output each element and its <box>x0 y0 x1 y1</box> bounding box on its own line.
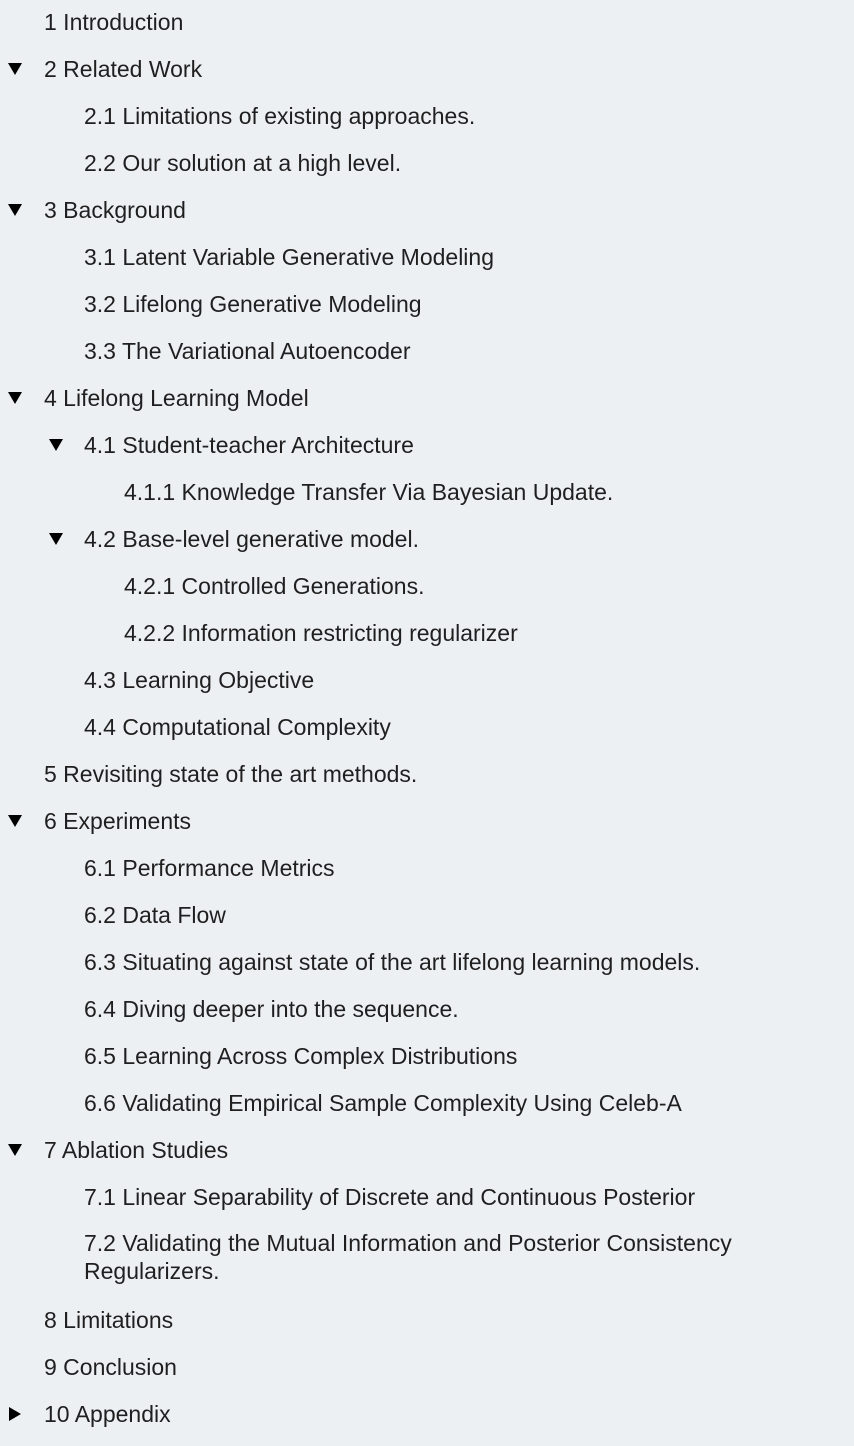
triangle-down-icon[interactable] <box>7 61 23 77</box>
triangle-down-icon[interactable] <box>7 202 23 218</box>
triangle-down-icon[interactable] <box>7 813 23 829</box>
toc-item-label[interactable]: 6.5 Learning Across Complex Distributions <box>84 1043 518 1069</box>
toc-item-label[interactable]: 6.2 Data Flow <box>84 902 226 928</box>
toc-item-label[interactable]: 4.2.1 Controlled Generations. <box>124 573 425 599</box>
toc-item-label[interactable]: 3.2 Lifelong Generative Modeling <box>84 291 422 317</box>
triangle-down-icon[interactable] <box>48 437 64 453</box>
triangle-down-icon[interactable] <box>7 390 23 406</box>
toc-item-label[interactable]: 6.6 Validating Empirical Sample Complexity Using Celeb-A <box>84 1090 682 1116</box>
toc-item-label[interactable]: 6.4 Diving deeper into the sequence. <box>84 996 459 1022</box>
toc-item-label[interactable]: 6.3 Situating against state of the art lifelong learning models. <box>84 949 701 975</box>
toc-item-label[interactable]: 9 Conclusion <box>44 1354 177 1380</box>
toc-item-label[interactable]: 7.1 Linear Separability of Discrete and Continuous Posterior <box>84 1184 696 1210</box>
toc-item-label[interactable]: 5 Revisiting state of the art methods. <box>44 761 418 787</box>
triangle-right-icon[interactable] <box>7 1406 23 1422</box>
toc-item-label[interactable]: 3.1 Latent Variable Generative Modeling <box>84 244 495 270</box>
toc-item-label[interactable]: 2.2 Our solution at a high level. <box>84 150 402 176</box>
toc-item-label[interactable]: 4.2.2 Information restricting regularizer <box>124 620 518 646</box>
toc-item-label[interactable]: 7.2 Validating the Mutual Information and Posterior Consistency Regularizers. <box>84 1230 732 1284</box>
toc-item-label[interactable]: 4.3 Learning Objective <box>84 667 315 693</box>
triangle-down-icon[interactable] <box>48 531 64 547</box>
toc-item-label[interactable]: 4 Lifelong Learning Model <box>44 385 309 411</box>
toc-item-label[interactable]: 2 Related Work <box>44 56 203 82</box>
toc-item-label[interactable]: 4.1.1 Knowledge Transfer Via Bayesian Update. <box>124 479 614 505</box>
toc-item-label[interactable]: 4.2 Base-level generative model. <box>84 526 419 552</box>
toc-item-label[interactable]: 6 Experiments <box>44 808 192 834</box>
toc-item-label[interactable]: 1 Introduction <box>44 9 184 35</box>
toc-item-label[interactable]: 7 Ablation Studies <box>44 1137 229 1163</box>
toc-item-label[interactable]: 10 Appendix <box>44 1401 171 1427</box>
toc-item-label[interactable]: 4.1 Student-teacher Architecture <box>84 432 414 458</box>
toc-item-label[interactable]: 2.1 Limitations of existing approaches. <box>84 103 476 129</box>
toc-item-label[interactable]: 4.4 Computational Complexity <box>84 714 391 740</box>
toc-item-label[interactable]: 6.1 Performance Metrics <box>84 855 335 881</box>
triangle-down-icon[interactable] <box>7 1142 23 1158</box>
toc-item-label[interactable]: 3 Background <box>44 197 186 223</box>
toc-item-label[interactable]: 3.3 The Variational Autoencoder <box>84 338 411 364</box>
toc-item-label[interactable]: 8 Limitations <box>44 1307 174 1333</box>
